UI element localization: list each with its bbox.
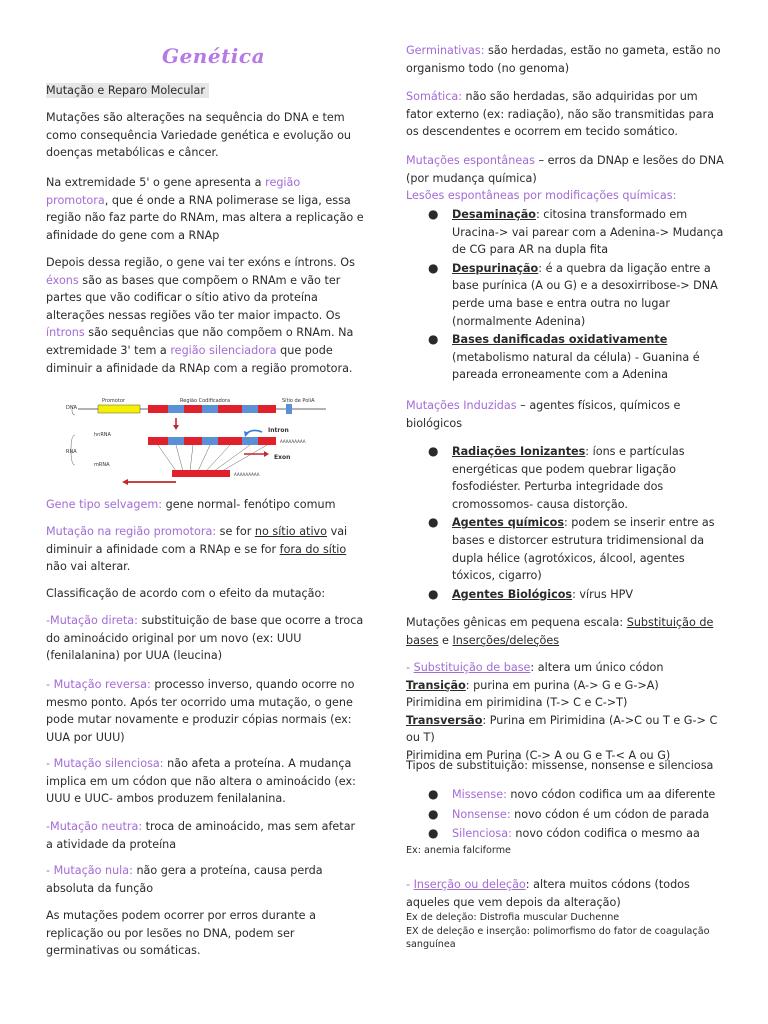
text: gene normal- fenótipo comum — [162, 498, 336, 511]
paragraph-insercao-delecao — [406, 876, 724, 911]
example-delecao-insercao: EX de deleção e inserção: polimorfismo do fator de coagulação sanguínea — [406, 926, 710, 950]
splice-line — [206, 445, 230, 471]
item-term: Silenciosa: — [452, 827, 512, 841]
text: Pirimidina em Purina (C-> A ou G e T-< A ou G) — [406, 748, 671, 762]
paragraph-mutacao-nula — [46, 862, 364, 897]
bullet: ● — [428, 586, 439, 601]
item-text: : podem se inserir entre as bases e distorcer estrutura tridimensional da dupla hélice (agrotóxicos, álcool, agentes tóxicos, cigarro) — [452, 516, 715, 583]
text: - — [406, 878, 414, 891]
list-tipos-substituicao — [406, 786, 724, 843]
text: são herdadas, estão no gameta, estão no organismo todo (no genoma) — [406, 44, 721, 75]
term-mutacao-nula: - Mutação nula: — [46, 864, 133, 877]
paragraph-mutacao-neutra — [46, 818, 364, 853]
paragraph-classificacao: Classificação de acordo com o efeito da mutação: — [46, 587, 326, 600]
text: não afeta a proteína. A mudança implica em um códon que não altera o aminoácido (ex: UUU e UUC- ambos produzem fenilalanina. — [46, 757, 356, 806]
exon-block — [148, 437, 168, 445]
term-mutacao-silenciosa: - Mutação silenciosa: — [46, 757, 164, 770]
section-heading-highlight: Mutação e Reparo Molecular — [46, 83, 209, 98]
term-mutacoes-espontaneas: Mutações espontâneas — [406, 154, 535, 167]
label-promotor: Promotor — [102, 398, 125, 404]
term-introns: íntrons — [46, 326, 85, 340]
polya-tail: AAAAAAAAA — [280, 439, 306, 444]
term-gene-selvagem: Gene tipo selvagem: — [46, 498, 163, 511]
promoter-block — [98, 405, 140, 413]
item-term: Desaminação — [452, 208, 536, 221]
text: não são herdadas, são adquiridas por um fator externo (ex: radiação), não são transmitidas para os descendentes e ocorrem em tecido somático. — [406, 90, 714, 139]
paragraph-exons-introns — [46, 254, 364, 377]
item-term: Bases danificadas oxidativamente — [452, 333, 668, 347]
paragraph-intro: Mutações são alterações na sequência do DNA e tem como consequência Variedade genética e evolução ou doenças metabólicas e câncer. — [46, 111, 352, 160]
list-item — [406, 331, 724, 384]
list-item — [406, 260, 724, 330]
item-text: novo códon codifica o mesmo aa — [511, 827, 700, 841]
term-mutacao-direta: -Mutação direta: — [46, 614, 138, 627]
paragraph-mutacoes-genicas — [406, 614, 724, 649]
item-term: Radiações Ionizantes — [452, 445, 586, 458]
text: processo inverso, quando ocorre no mesmo ponto. Após ter ocorrido uma mutação, o gene pode mutar novamente e produzir cópias normais (ex: UUA por UUU) — [46, 678, 355, 744]
text: substituição de base que ocorre a troca do aminoácido original por um novo (ex: UUU (fenilalanina) por UUA (leucina) — [46, 614, 364, 663]
term-mutacao-reversa: - Mutação reversa: — [46, 678, 151, 691]
text: Pirimidina em pirimidina (T-> C e C->T) — [406, 696, 628, 710]
bullet: ● — [428, 207, 439, 221]
text: - — [406, 661, 414, 674]
splice-line — [158, 445, 176, 471]
term-regiao-promotora: região promotora — [46, 176, 301, 207]
bullet: ● — [428, 260, 439, 275]
list-lesoes-espontaneas — [406, 206, 724, 384]
text-underlined: no sítio ativo — [254, 525, 328, 538]
text: : purina em purina (A-> G e G->A) — [465, 678, 659, 692]
text: , que é onde a RNA polimerase se liga, essa região não faz parte do RNAm, mas altera a replicação e afinidade do gene com a RNAp — [46, 193, 364, 242]
list-item — [406, 206, 724, 259]
paragraph-mutacoes-espontaneas — [406, 152, 724, 205]
item-term: Missense: — [452, 788, 507, 801]
term-insercao-delecao: Inserção ou deleção — [413, 878, 526, 891]
text: vai diminuir a afinidade com a RNAp e se for — [46, 525, 348, 556]
bullet: ● — [428, 515, 439, 530]
gene-structure-diagram — [66, 392, 366, 488]
text: : Purina em Pirimidina (A->C ou T e G-> C ou T) — [406, 713, 718, 745]
list-item — [406, 786, 724, 804]
arrow-head — [173, 425, 179, 430]
item-term: Agentes químicos — [452, 516, 564, 530]
intron-block — [202, 437, 218, 445]
text: – agentes físicos, químicos e biológicos — [406, 399, 681, 430]
list-item — [406, 443, 724, 513]
paragraph-mutacao-silenciosa — [46, 755, 364, 808]
paragraph-promotor — [46, 174, 364, 244]
item-text: novo códon é um códon de parada — [510, 807, 710, 821]
bullet: ● — [428, 826, 439, 841]
label-sitio-polia: Sítio de PoliA — [282, 398, 315, 404]
text-underlined: Inserções/deleções — [452, 633, 560, 647]
text: que pode diminuir a afinidade da RNAp com a região promotora. — [46, 343, 353, 375]
exon-block — [184, 405, 202, 413]
polya-tail: AAAAAAAAA — [234, 472, 260, 477]
term-mutacoes-induzidas: Mutações Induzidas — [406, 399, 517, 412]
term-exons: éxons — [46, 273, 79, 287]
text: Depois dessa região, o gene vai ter exóns e íntrons. Os — [46, 256, 355, 269]
example-delecao: Ex de deleção: Distrofia muscular Duchenne — [406, 912, 620, 923]
text: Na extremidade 5' o gene apresenta a — [46, 176, 266, 189]
item-text: : íons e partículas energéticas que podem quebrar ligação fosfodiéster. Perturba integridade dos cromossomos- causa distorção. — [452, 445, 685, 511]
label-rna: RNA — [66, 449, 77, 455]
bullet: ● — [428, 806, 439, 821]
bullet: ● — [428, 444, 439, 458]
intron-block — [168, 405, 184, 413]
term-germinativas: Germinativas: — [406, 44, 485, 57]
exon-block — [218, 437, 242, 445]
paragraph-mutacao-promotora — [46, 523, 364, 576]
label-hnrna: hnRNA — [94, 432, 111, 438]
intron-block — [242, 437, 258, 445]
item-text: : citosina transformado em Uracina-> vai parear com a Adenina-> Mudança de CG para AR na dupla fita — [452, 208, 724, 257]
exon-block — [218, 405, 242, 413]
bullet: ● — [428, 332, 439, 347]
exon-block — [148, 405, 168, 413]
text: : altera um único códon — [530, 661, 664, 674]
text: não vai alterar. — [46, 560, 131, 574]
text: são sequências que não compõem o RNAm. Na extremidade 3' tem a — [46, 326, 354, 357]
item-term: Despurinação — [452, 261, 539, 275]
bullet: ● — [428, 787, 439, 801]
item-text: novo códon codifica um aa diferente — [506, 788, 716, 801]
exon-block — [258, 405, 276, 413]
paragraph-substituicao — [406, 659, 724, 765]
arrow-head — [122, 479, 128, 485]
text: se for — [216, 525, 255, 538]
paragraph-gene-selvagem — [46, 496, 364, 514]
page-title: Genética — [162, 44, 266, 68]
label-exon: Exon — [274, 454, 291, 461]
label-dna: DNA — [66, 405, 78, 411]
term-transicao: Transição — [406, 678, 466, 692]
subheading-lesoes: Lesões espontâneas por modificações químicas: — [406, 189, 677, 203]
label-intron: Intron — [268, 427, 289, 434]
example-anemia: Ex: anemia falciforme — [406, 845, 511, 856]
term-mutacao-promotora: Mutação na região promotora: — [46, 525, 217, 538]
list-item — [406, 806, 724, 824]
term-transversao: Transversão — [406, 713, 483, 727]
text-underlined: fora do sítio — [279, 542, 347, 556]
exon-block — [184, 437, 202, 445]
label-regiao-codificadora: Região Codificadora — [180, 398, 231, 404]
paragraph-mutacao-direta — [46, 612, 364, 665]
text: Mutações gênicas em pequena escala: — [406, 616, 627, 629]
splice-line — [198, 445, 210, 471]
text: – erros da DNAp e lesões do DNA (por mudança química) — [406, 154, 724, 185]
splice-line — [190, 445, 193, 471]
list-agentes-induzidos — [406, 443, 724, 603]
text: são as bases que compõem o RNAm e vão ter partes que vão codificar o sítio ativo da proteína alterações nessas regiões vão ter maior impacto. Os — [46, 273, 341, 322]
splice-line — [176, 445, 183, 471]
polya-site — [286, 404, 292, 414]
item-term: Agentes Biológicos — [452, 587, 573, 601]
intron-block — [202, 405, 218, 413]
item-term: Nonsense: — [452, 807, 511, 821]
mrna-block — [172, 470, 230, 477]
paragraph-mutacao-reversa — [46, 676, 364, 746]
paragraph-mutacoes-induzidas — [406, 397, 724, 432]
text: não gera a proteína, causa perda absoluta da função — [46, 864, 323, 895]
item-text: : é a quebra da ligação entre a base purínica (A ou G) e a desoxirribose-> DNA perde uma base e entra outra no lugar (normalmente Adenina) — [452, 261, 718, 328]
text: troca de aminoácido, mas sem afetar a atividade da proteína — [46, 820, 356, 851]
intron-block — [242, 405, 258, 413]
label-mrna: mRNA — [94, 462, 110, 468]
intron-block — [168, 437, 184, 445]
item-text: : vírus HPV — [572, 587, 634, 601]
text: : altera muitos códons (todos aqueles que vem depois da alteração) — [406, 878, 690, 909]
item-text: (metabolismo natural da célula) - Guanina é pareada erroneamente com a Adenina — [452, 350, 700, 382]
arrow-head — [264, 451, 269, 457]
list-item — [406, 514, 724, 584]
text: e — [438, 633, 453, 647]
paragraph-germinativas — [406, 42, 724, 77]
paragraph-origem-mutacoes: As mutações podem ocorrer por erros durante a replicação ou por lesões no DNA, podem ser germinativas ou somáticas. — [46, 909, 316, 958]
term-regiao-silenciadora: região silenciadora — [170, 343, 277, 357]
paragraph-tipos-substituicao: Tipos de substituição: missense, nonsense e silenciosa — [406, 759, 714, 772]
list-item — [406, 586, 724, 604]
term-mutacao-neutra: -Mutação neutra: — [46, 820, 143, 833]
paragraph-somatica — [406, 88, 724, 141]
exon-block — [258, 437, 276, 445]
term-substituicao-base: Substituição de base — [413, 661, 531, 674]
list-item — [406, 825, 724, 843]
term-somatica: Somática: — [406, 90, 462, 103]
text-underlined: Substituição de bases — [406, 616, 714, 647]
